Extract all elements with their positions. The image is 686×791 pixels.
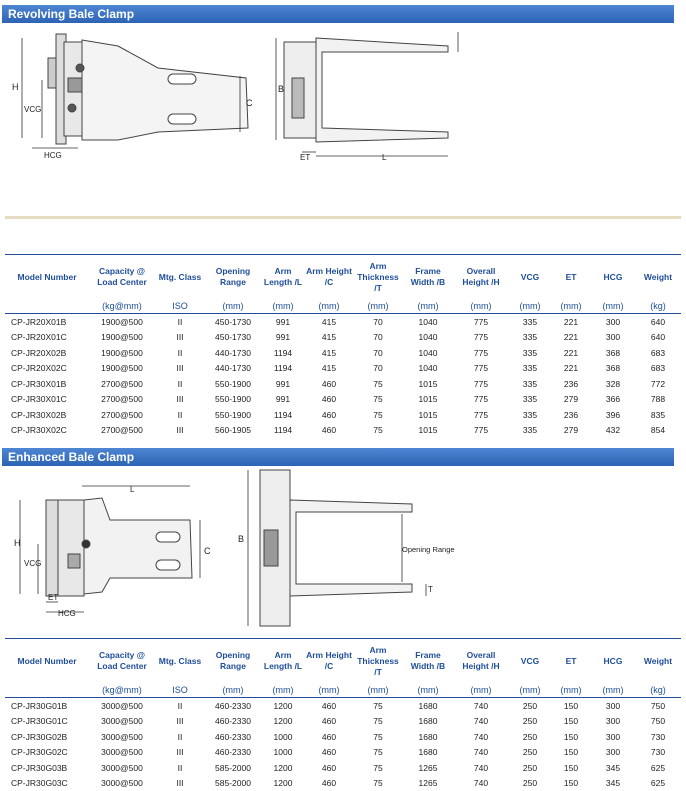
table-cell: 3000@500 bbox=[89, 698, 155, 714]
table-cell: 300 bbox=[591, 330, 635, 346]
column-unit: (mm) bbox=[509, 299, 551, 314]
table-cell: 415 bbox=[305, 361, 353, 377]
model-number-cell: CP-JR30G02C bbox=[5, 745, 89, 761]
model-number-cell: CP-JR30X02C bbox=[5, 423, 89, 439]
table-cell: 460 bbox=[305, 392, 353, 408]
dim-label-hcg: HCG bbox=[44, 151, 62, 160]
table-cell: 991 bbox=[261, 314, 305, 330]
table-cell: II bbox=[155, 698, 205, 714]
table-row bbox=[5, 760, 681, 776]
table-row bbox=[5, 714, 681, 730]
column-header: Mtg. Class bbox=[155, 639, 205, 683]
column-header: Weight bbox=[635, 255, 681, 299]
table-cell: 1015 bbox=[403, 392, 453, 408]
column-unit: (mm) bbox=[261, 683, 305, 698]
table-cell: 335 bbox=[509, 361, 551, 377]
table-cell: 345 bbox=[591, 776, 635, 791]
dim-label-l2: L bbox=[130, 485, 135, 494]
table-cell: 1040 bbox=[403, 330, 453, 346]
table-units-row bbox=[5, 683, 681, 698]
table-cell: 1194 bbox=[261, 407, 305, 423]
table-cell: 150 bbox=[551, 714, 591, 730]
model-number-cell: CP-JR30G01B bbox=[5, 698, 89, 714]
enhanced-spec-table bbox=[5, 638, 681, 791]
table-cell: 70 bbox=[353, 314, 403, 330]
table-cell: III bbox=[155, 361, 205, 377]
column-unit: (mm) bbox=[403, 683, 453, 698]
table-cell: 2700@500 bbox=[89, 392, 155, 408]
table-cell: 991 bbox=[261, 330, 305, 346]
column-header: Frame Width /B bbox=[403, 639, 453, 683]
dim-label-et2: ET bbox=[48, 593, 58, 602]
column-unit: (mm) bbox=[353, 299, 403, 314]
table-cell: 75 bbox=[353, 423, 403, 439]
column-unit: (mm) bbox=[261, 299, 305, 314]
column-unit: (kg) bbox=[635, 683, 681, 698]
table-cell: 775 bbox=[453, 361, 509, 377]
table-cell: 1680 bbox=[403, 745, 453, 761]
column-header: Model Number bbox=[5, 639, 89, 683]
table-cell: 560-1905 bbox=[205, 423, 261, 439]
table-cell: 460-2330 bbox=[205, 729, 261, 745]
table-cell: 279 bbox=[551, 392, 591, 408]
column-header: Arm Thickness /T bbox=[353, 255, 403, 299]
column-unit: (kg@mm) bbox=[89, 299, 155, 314]
column-header: Overall Height /H bbox=[453, 255, 509, 299]
table-cell: 740 bbox=[453, 729, 509, 745]
table-cell: 3000@500 bbox=[89, 714, 155, 730]
table-row bbox=[5, 376, 681, 392]
section-title-revolving: Revolving Bale Clamp bbox=[2, 5, 674, 23]
column-unit bbox=[5, 299, 89, 314]
revolving-spec-table bbox=[5, 254, 681, 438]
table-cell: 460 bbox=[305, 776, 353, 791]
table-cell: 250 bbox=[509, 698, 551, 714]
table-cell: 3000@500 bbox=[89, 729, 155, 745]
dim-label-t: T bbox=[428, 585, 433, 594]
table-cell: 991 bbox=[261, 392, 305, 408]
table-cell: 460-2330 bbox=[205, 698, 261, 714]
table-cell: 300 bbox=[591, 698, 635, 714]
table-cell: 1200 bbox=[261, 714, 305, 730]
table-cell: 300 bbox=[591, 729, 635, 745]
table-cell: 740 bbox=[453, 760, 509, 776]
table-cell: 460 bbox=[305, 407, 353, 423]
revolving-side-diagram bbox=[8, 28, 270, 168]
column-unit: (mm) bbox=[453, 299, 509, 314]
section-title-enhanced: Enhanced Bale Clamp bbox=[2, 448, 674, 466]
model-number-cell: CP-JR20X02C bbox=[5, 361, 89, 377]
column-header: Capacity @ Load Center bbox=[89, 255, 155, 299]
table-cell: 236 bbox=[551, 407, 591, 423]
model-number-cell: CP-JR30X01B bbox=[5, 376, 89, 392]
table-cell: 335 bbox=[509, 423, 551, 439]
column-header: Arm Height /C bbox=[305, 255, 353, 299]
column-unit bbox=[5, 683, 89, 698]
table-cell: 75 bbox=[353, 760, 403, 776]
column-header: Arm Thickness /T bbox=[353, 639, 403, 683]
table-cell: 640 bbox=[635, 330, 681, 346]
table-cell: 775 bbox=[453, 345, 509, 361]
enhanced-top-diagram bbox=[230, 466, 446, 630]
model-number-cell: CP-JR30G03B bbox=[5, 760, 89, 776]
table-row bbox=[5, 776, 681, 791]
table-cell: 415 bbox=[305, 330, 353, 346]
table-cell: 1900@500 bbox=[89, 361, 155, 377]
table-cell: III bbox=[155, 423, 205, 439]
table-cell: 75 bbox=[353, 745, 403, 761]
table-cell: 750 bbox=[635, 714, 681, 730]
model-number-cell: CP-JR30G03C bbox=[5, 776, 89, 791]
dim-label-opening-range: Opening Range bbox=[402, 545, 455, 554]
table-cell: 460 bbox=[305, 423, 353, 439]
model-number-cell: CP-JR30G02B bbox=[5, 729, 89, 745]
table-row bbox=[5, 729, 681, 745]
table-cell: 1194 bbox=[261, 361, 305, 377]
table-cell: 775 bbox=[453, 407, 509, 423]
table-cell: 1680 bbox=[403, 698, 453, 714]
table-cell: 585-2000 bbox=[205, 760, 261, 776]
table-cell: 788 bbox=[635, 392, 681, 408]
column-header: ET bbox=[551, 255, 591, 299]
table-cell: 75 bbox=[353, 392, 403, 408]
table-header-row bbox=[5, 639, 681, 683]
column-header: Opening Range bbox=[205, 255, 261, 299]
table-cell: 221 bbox=[551, 314, 591, 330]
table-cell: 250 bbox=[509, 745, 551, 761]
table-cell: 300 bbox=[591, 314, 635, 330]
table-cell: 740 bbox=[453, 776, 509, 791]
table-cell: 70 bbox=[353, 330, 403, 346]
column-header: Capacity @ Load Center bbox=[89, 639, 155, 683]
enhanced-side-diagram bbox=[10, 470, 220, 620]
column-unit: (mm) bbox=[551, 683, 591, 698]
table-cell: 1200 bbox=[261, 776, 305, 791]
table-cell: 366 bbox=[591, 392, 635, 408]
table-cell: 775 bbox=[453, 314, 509, 330]
column-unit: (mm) bbox=[403, 299, 453, 314]
table-row bbox=[5, 314, 681, 330]
table-cell: 70 bbox=[353, 345, 403, 361]
column-header: Overall Height /H bbox=[453, 639, 509, 683]
table-cell: III bbox=[155, 776, 205, 791]
table-cell: 1200 bbox=[261, 698, 305, 714]
table-cell: 368 bbox=[591, 361, 635, 377]
table-cell: 1265 bbox=[403, 776, 453, 791]
table-cell: 150 bbox=[551, 745, 591, 761]
table-cell: 440-1730 bbox=[205, 345, 261, 361]
table-cell: 740 bbox=[453, 714, 509, 730]
table-cell: II bbox=[155, 345, 205, 361]
table-cell: 2700@500 bbox=[89, 407, 155, 423]
column-unit: (mm) bbox=[453, 683, 509, 698]
dim-label-b: B bbox=[278, 84, 284, 94]
column-unit: (mm) bbox=[551, 299, 591, 314]
table-cell: 550-1900 bbox=[205, 407, 261, 423]
dim-label-h: H bbox=[12, 82, 19, 92]
table-cell: 750 bbox=[635, 698, 681, 714]
table-cell: 1680 bbox=[403, 729, 453, 745]
table-cell: 335 bbox=[509, 376, 551, 392]
table-cell: II bbox=[155, 407, 205, 423]
table-cell: 835 bbox=[635, 407, 681, 423]
column-header: Opening Range bbox=[205, 639, 261, 683]
table-cell: 775 bbox=[453, 376, 509, 392]
table-cell: 396 bbox=[591, 407, 635, 423]
column-header: VCG bbox=[509, 639, 551, 683]
column-unit: (kg) bbox=[635, 299, 681, 314]
table-row bbox=[5, 745, 681, 761]
table-cell: 1680 bbox=[403, 714, 453, 730]
model-number-cell: CP-JR30X02B bbox=[5, 407, 89, 423]
table-cell: 328 bbox=[591, 376, 635, 392]
table-cell: III bbox=[155, 392, 205, 408]
table-cell: 775 bbox=[453, 423, 509, 439]
table-cell: 740 bbox=[453, 745, 509, 761]
column-unit: (mm) bbox=[353, 683, 403, 698]
table-cell: 460 bbox=[305, 376, 353, 392]
dim-label-l: L bbox=[382, 153, 387, 162]
column-header: Frame Width /B bbox=[403, 255, 453, 299]
table-cell: 279 bbox=[551, 423, 591, 439]
table-row bbox=[5, 330, 681, 346]
table-cell: 300 bbox=[591, 745, 635, 761]
dim-label-c2: C bbox=[204, 546, 211, 556]
column-header: ET bbox=[551, 639, 591, 683]
table-cell: 3000@500 bbox=[89, 745, 155, 761]
table-row bbox=[5, 345, 681, 361]
table-cell: 335 bbox=[509, 345, 551, 361]
table-cell: 150 bbox=[551, 698, 591, 714]
column-header: HCG bbox=[591, 255, 635, 299]
table-cell: 2700@500 bbox=[89, 423, 155, 439]
table-cell: 221 bbox=[551, 361, 591, 377]
table-cell: 2700@500 bbox=[89, 376, 155, 392]
table-row bbox=[5, 361, 681, 377]
table-cell: 1015 bbox=[403, 407, 453, 423]
table-cell: 440-1730 bbox=[205, 361, 261, 377]
table-cell: 1900@500 bbox=[89, 314, 155, 330]
table-cell: 415 bbox=[305, 314, 353, 330]
table-cell: III bbox=[155, 745, 205, 761]
table-cell: II bbox=[155, 729, 205, 745]
table-cell: 1040 bbox=[403, 361, 453, 377]
table-cell: 250 bbox=[509, 729, 551, 745]
column-unit: ISO bbox=[155, 299, 205, 314]
table-cell: 550-1900 bbox=[205, 376, 261, 392]
table-cell: 775 bbox=[453, 330, 509, 346]
table-cell: 1194 bbox=[261, 423, 305, 439]
column-header: VCG bbox=[509, 255, 551, 299]
column-unit: ISO bbox=[155, 683, 205, 698]
table-cell: 1040 bbox=[403, 314, 453, 330]
table-cell: 460-2330 bbox=[205, 745, 261, 761]
table-cell: 150 bbox=[551, 776, 591, 791]
table-cell: 772 bbox=[635, 376, 681, 392]
table-cell: 75 bbox=[353, 729, 403, 745]
table-cell: 1200 bbox=[261, 760, 305, 776]
model-number-cell: CP-JR20X02B bbox=[5, 345, 89, 361]
model-number-cell: CP-JR20X01C bbox=[5, 330, 89, 346]
table-cell: III bbox=[155, 330, 205, 346]
table-cell: 740 bbox=[453, 698, 509, 714]
table-cell: 460 bbox=[305, 714, 353, 730]
column-header: Arm Length /L bbox=[261, 255, 305, 299]
table-cell: 150 bbox=[551, 729, 591, 745]
table-cell: 75 bbox=[353, 407, 403, 423]
table-cell: 550-1900 bbox=[205, 392, 261, 408]
dim-label-b2: B bbox=[238, 534, 244, 544]
column-unit: (mm) bbox=[509, 683, 551, 698]
model-number-cell: CP-JR20X01B bbox=[5, 314, 89, 330]
table-cell: 250 bbox=[509, 776, 551, 791]
column-unit: (mm) bbox=[305, 299, 353, 314]
column-header: Weight bbox=[635, 639, 681, 683]
table-cell: 345 bbox=[591, 760, 635, 776]
table-cell: 70 bbox=[353, 361, 403, 377]
table-cell: II bbox=[155, 376, 205, 392]
column-header: Arm Height /C bbox=[305, 639, 353, 683]
table-cell: 625 bbox=[635, 760, 681, 776]
dim-label-vcg2: VCG bbox=[24, 559, 41, 568]
table-cell: 250 bbox=[509, 714, 551, 730]
table-cell: 236 bbox=[551, 376, 591, 392]
column-unit: (kg@mm) bbox=[89, 683, 155, 698]
table-cell: 460 bbox=[305, 729, 353, 745]
table-cell: 1900@500 bbox=[89, 345, 155, 361]
table-units-row bbox=[5, 299, 681, 314]
model-number-cell: CP-JR30G01C bbox=[5, 714, 89, 730]
table-cell: 585-2000 bbox=[205, 776, 261, 791]
column-unit: (mm) bbox=[205, 299, 261, 314]
table-cell: 75 bbox=[353, 714, 403, 730]
table-cell: 1040 bbox=[403, 345, 453, 361]
column-header: HCG bbox=[591, 639, 635, 683]
table-cell: 854 bbox=[635, 423, 681, 439]
column-header: Arm Length /L bbox=[261, 639, 305, 683]
table-cell: 1900@500 bbox=[89, 330, 155, 346]
dim-label-c: C bbox=[246, 98, 253, 108]
table-cell: 1000 bbox=[261, 729, 305, 745]
table-cell: 335 bbox=[509, 330, 551, 346]
model-number-cell: CP-JR30X01C bbox=[5, 392, 89, 408]
table-cell: III bbox=[155, 714, 205, 730]
section-divider bbox=[5, 216, 681, 219]
table-cell: 415 bbox=[305, 345, 353, 361]
table-cell: 460 bbox=[305, 760, 353, 776]
dim-label-h2: H bbox=[14, 538, 21, 548]
table-cell: 450-1730 bbox=[205, 330, 261, 346]
table-cell: 991 bbox=[261, 376, 305, 392]
table-cell: 1000 bbox=[261, 745, 305, 761]
table-cell: 221 bbox=[551, 345, 591, 361]
table-cell: 432 bbox=[591, 423, 635, 439]
column-header: Model Number bbox=[5, 255, 89, 299]
column-unit: (mm) bbox=[305, 683, 353, 698]
dim-label-vcg: VCG bbox=[24, 105, 41, 114]
table-cell: 1194 bbox=[261, 345, 305, 361]
table-cell: 250 bbox=[509, 760, 551, 776]
table-cell: 75 bbox=[353, 376, 403, 392]
table-cell: 450-1730 bbox=[205, 314, 261, 330]
table-row bbox=[5, 423, 681, 439]
table-cell: 335 bbox=[509, 407, 551, 423]
dim-label-et: ET bbox=[300, 153, 310, 162]
column-unit: (mm) bbox=[205, 683, 261, 698]
column-header: Mtg. Class bbox=[155, 255, 205, 299]
table-cell: 1015 bbox=[403, 376, 453, 392]
table-cell: 335 bbox=[509, 314, 551, 330]
table-cell: 1015 bbox=[403, 423, 453, 439]
table-cell: 730 bbox=[635, 745, 681, 761]
table-cell: 460 bbox=[305, 745, 353, 761]
table-cell: 460-2330 bbox=[205, 714, 261, 730]
table-cell: 460 bbox=[305, 698, 353, 714]
revolving-top-diagram bbox=[272, 28, 472, 168]
table-cell: 150 bbox=[551, 760, 591, 776]
table-cell: 3000@500 bbox=[89, 776, 155, 791]
table-cell: 1265 bbox=[403, 760, 453, 776]
table-cell: 75 bbox=[353, 776, 403, 791]
table-cell: 625 bbox=[635, 776, 681, 791]
table-row bbox=[5, 698, 681, 714]
table-cell: II bbox=[155, 760, 205, 776]
table-header-row bbox=[5, 255, 681, 299]
column-unit: (mm) bbox=[591, 683, 635, 698]
table-cell: 368 bbox=[591, 345, 635, 361]
table-row bbox=[5, 407, 681, 423]
table-cell: II bbox=[155, 314, 205, 330]
table-cell: 75 bbox=[353, 698, 403, 714]
table-cell: 683 bbox=[635, 345, 681, 361]
table-cell: 640 bbox=[635, 314, 681, 330]
table-cell: 221 bbox=[551, 330, 591, 346]
dim-label-hcg2: HCG bbox=[58, 609, 76, 618]
table-cell: 775 bbox=[453, 392, 509, 408]
table-cell: 730 bbox=[635, 729, 681, 745]
table-row bbox=[5, 392, 681, 408]
table-cell: 3000@500 bbox=[89, 760, 155, 776]
table-cell: 683 bbox=[635, 361, 681, 377]
table-cell: 335 bbox=[509, 392, 551, 408]
column-unit: (mm) bbox=[591, 299, 635, 314]
table-cell: 300 bbox=[591, 714, 635, 730]
